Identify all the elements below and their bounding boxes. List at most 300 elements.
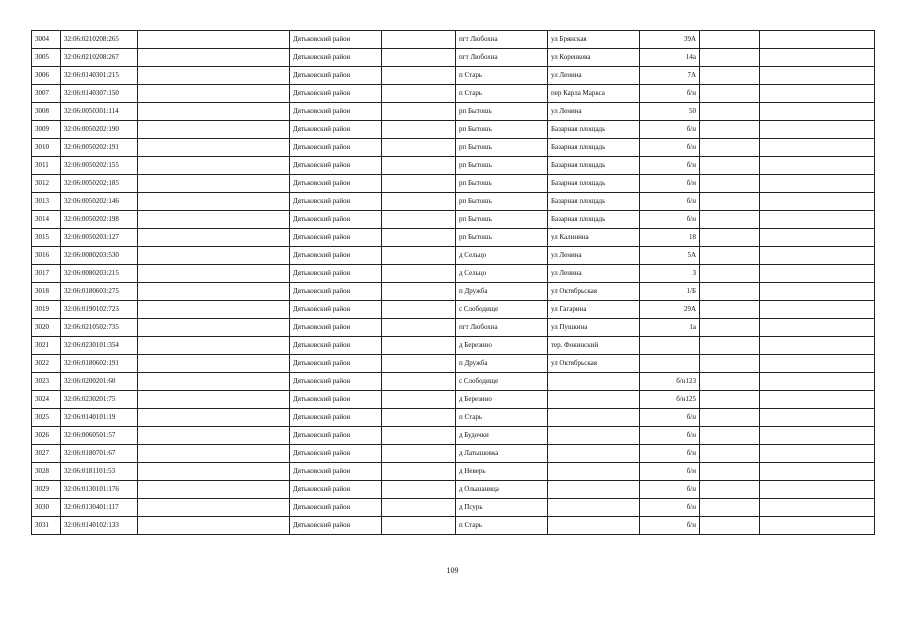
empty-cell xyxy=(760,247,875,265)
row-number-cell: 3026 xyxy=(32,427,61,445)
district-cell: Дятьковский район xyxy=(290,103,382,121)
empty-cell xyxy=(760,373,875,391)
empty-cell xyxy=(138,409,290,427)
street-cell: Базарная площадь xyxy=(548,211,640,229)
locality-cell: рп Бытошь xyxy=(456,175,548,193)
empty-cell xyxy=(700,85,760,103)
house-number-cell: б/н xyxy=(640,211,700,229)
street-cell: Базарная площадь xyxy=(548,139,640,157)
empty-cell xyxy=(700,211,760,229)
empty-cell xyxy=(760,445,875,463)
row-number-cell: 3030 xyxy=(32,499,61,517)
table-row xyxy=(32,139,875,157)
empty-cell xyxy=(138,319,290,337)
row-number-cell: 3014 xyxy=(32,211,61,229)
empty-cell xyxy=(700,517,760,535)
district-cell: Дятьковский район xyxy=(290,463,382,481)
locality-cell: пгт Любохна xyxy=(456,319,548,337)
empty-cell xyxy=(382,463,456,481)
district-cell: Дятьковский район xyxy=(290,283,382,301)
empty-cell xyxy=(700,247,760,265)
district-cell: Дятьковский район xyxy=(290,175,382,193)
empty-cell xyxy=(700,499,760,517)
district-cell: Дятьковский район xyxy=(290,49,382,67)
cadastral-number-cell: 32:06:0050301:114 xyxy=(61,103,138,121)
street-cell: ул Пушкина xyxy=(548,319,640,337)
empty-cell xyxy=(760,193,875,211)
row-number-cell: 3006 xyxy=(32,67,61,85)
row-number-cell: 3024 xyxy=(32,391,61,409)
table-row xyxy=(32,229,875,247)
cadastral-number-cell: 32:06:0210502:735 xyxy=(61,319,138,337)
cadastral-number-cell: 32:06:0130401:117 xyxy=(61,499,138,517)
locality-cell: пгт Любохна xyxy=(456,31,548,49)
empty-cell xyxy=(138,481,290,499)
empty-cell xyxy=(760,229,875,247)
empty-cell xyxy=(700,229,760,247)
empty-cell xyxy=(382,175,456,193)
house-number-cell: б/н xyxy=(640,481,700,499)
empty-cell xyxy=(382,49,456,67)
locality-cell: рп Бытошь xyxy=(456,229,548,247)
empty-cell xyxy=(760,427,875,445)
locality-cell: рп Бытошь xyxy=(456,121,548,139)
empty-cell xyxy=(700,121,760,139)
cadastral-number-cell: 32:06:0230101:354 xyxy=(61,337,138,355)
table-row xyxy=(32,31,875,49)
empty-cell xyxy=(760,409,875,427)
house-number-cell: б/н xyxy=(640,157,700,175)
row-number-cell: 3007 xyxy=(32,85,61,103)
row-number-cell: 3012 xyxy=(32,175,61,193)
empty-cell xyxy=(760,103,875,121)
cadastral-number-cell: 32:06:0050202:185 xyxy=(61,175,138,193)
table-row xyxy=(32,265,875,283)
empty-cell xyxy=(382,445,456,463)
house-number-cell: б/н125 xyxy=(640,391,700,409)
row-number-cell: 3031 xyxy=(32,517,61,535)
street-cell: тер. Фокинский xyxy=(548,337,640,355)
street-cell: ул Гагарина xyxy=(548,301,640,319)
table-row xyxy=(32,211,875,229)
house-number-cell: б/н123 xyxy=(640,373,700,391)
house-number-cell: б/н xyxy=(640,85,700,103)
empty-cell xyxy=(138,517,290,535)
table-row xyxy=(32,301,875,319)
district-cell: Дятьковский район xyxy=(290,211,382,229)
empty-cell xyxy=(700,157,760,175)
empty-cell xyxy=(138,211,290,229)
empty-cell xyxy=(700,103,760,121)
row-number-cell: 3027 xyxy=(32,445,61,463)
locality-cell: п Старь xyxy=(456,517,548,535)
locality-cell: рп Бытошь xyxy=(456,193,548,211)
table-row xyxy=(32,247,875,265)
empty-cell xyxy=(382,157,456,175)
house-number-cell xyxy=(640,337,700,355)
street-cell: пер Карла Маркса xyxy=(548,85,640,103)
empty-cell xyxy=(138,247,290,265)
locality-cell: д Сельцо xyxy=(456,247,548,265)
row-number-cell: 3013 xyxy=(32,193,61,211)
empty-cell xyxy=(138,31,290,49)
house-number-cell: 1а xyxy=(640,319,700,337)
empty-cell xyxy=(138,67,290,85)
table-row xyxy=(32,49,875,67)
cadastral-number-cell: 32:06:0140101:19 xyxy=(61,409,138,427)
empty-cell xyxy=(700,139,760,157)
empty-cell xyxy=(138,139,290,157)
empty-cell xyxy=(382,85,456,103)
district-cell: Дятьковский район xyxy=(290,193,382,211)
house-number-cell: 18 xyxy=(640,229,700,247)
district-cell: Дятьковский район xyxy=(290,31,382,49)
district-cell: Дятьковский район xyxy=(290,139,382,157)
row-number-cell: 3009 xyxy=(32,121,61,139)
empty-cell xyxy=(382,229,456,247)
empty-cell xyxy=(760,319,875,337)
empty-cell xyxy=(700,49,760,67)
street-cell xyxy=(548,481,640,499)
street-cell: Базарная площадь xyxy=(548,193,640,211)
row-number-cell: 3011 xyxy=(32,157,61,175)
street-cell xyxy=(548,517,640,535)
street-cell: ул Калинина xyxy=(548,229,640,247)
locality-cell: д Ольшаница xyxy=(456,481,548,499)
district-cell: Дятьковский район xyxy=(290,481,382,499)
empty-cell xyxy=(382,373,456,391)
empty-cell xyxy=(760,157,875,175)
table-row xyxy=(32,85,875,103)
street-cell: ул Брянская xyxy=(548,31,640,49)
house-number-cell: б/н xyxy=(640,463,700,481)
empty-cell xyxy=(760,121,875,139)
house-number-cell: б/н xyxy=(640,499,700,517)
table-row xyxy=(32,157,875,175)
street-cell xyxy=(548,409,640,427)
empty-cell xyxy=(700,175,760,193)
cadastral-number-cell: 32:06:0050203:127 xyxy=(61,229,138,247)
table-row xyxy=(32,283,875,301)
empty-cell xyxy=(700,193,760,211)
empty-cell xyxy=(138,445,290,463)
cadastral-number-cell: 32:06:0060501:57 xyxy=(61,427,138,445)
cadastral-number-cell: 32:06:0190102:723 xyxy=(61,301,138,319)
locality-cell: рп Бытошь xyxy=(456,211,548,229)
district-cell: Дятьковский район xyxy=(290,391,382,409)
empty-cell xyxy=(700,391,760,409)
empty-cell xyxy=(138,499,290,517)
table-row xyxy=(32,121,875,139)
house-number-cell: б/н xyxy=(640,175,700,193)
house-number-cell: 50 xyxy=(640,103,700,121)
locality-cell: д Будочки xyxy=(456,427,548,445)
cadastral-number-cell: 32:06:0210208:267 xyxy=(61,49,138,67)
empty-cell xyxy=(382,139,456,157)
empty-cell xyxy=(138,121,290,139)
row-number-cell: 3025 xyxy=(32,409,61,427)
empty-cell xyxy=(760,481,875,499)
empty-cell xyxy=(760,391,875,409)
cadastral-number-cell: 32:06:0210208:265 xyxy=(61,31,138,49)
empty-cell xyxy=(138,301,290,319)
table-row xyxy=(32,103,875,121)
house-number-cell xyxy=(640,355,700,373)
empty-cell xyxy=(382,193,456,211)
cadastral-number-cell: 32:06:0080203:215 xyxy=(61,265,138,283)
district-cell: Дятьковский район xyxy=(290,319,382,337)
street-cell: ул Октябрьская xyxy=(548,355,640,373)
row-number-cell: 3018 xyxy=(32,283,61,301)
house-number-cell: б/н xyxy=(640,517,700,535)
street-cell xyxy=(548,373,640,391)
empty-cell xyxy=(700,481,760,499)
cadastral-number-cell: 32:06:0050202:190 xyxy=(61,121,138,139)
street-cell xyxy=(548,391,640,409)
table-row xyxy=(32,499,875,517)
table-row xyxy=(32,445,875,463)
locality-cell: п Старь xyxy=(456,85,548,103)
house-number-cell: 3 xyxy=(640,265,700,283)
house-number-cell: б/н xyxy=(640,121,700,139)
cadastral-number-cell: 32:06:0130101:176 xyxy=(61,481,138,499)
empty-cell xyxy=(700,409,760,427)
empty-cell xyxy=(382,301,456,319)
empty-cell xyxy=(760,85,875,103)
empty-cell xyxy=(382,211,456,229)
cadastral-number-cell: 32:06:0050202:198 xyxy=(61,211,138,229)
cadastral-number-cell: 32:06:0050202:191 xyxy=(61,139,138,157)
empty-cell xyxy=(138,283,290,301)
table-row xyxy=(32,391,875,409)
empty-cell xyxy=(382,121,456,139)
row-number-cell: 3004 xyxy=(32,31,61,49)
empty-cell xyxy=(760,283,875,301)
empty-cell xyxy=(382,499,456,517)
empty-cell xyxy=(760,49,875,67)
empty-cell xyxy=(760,337,875,355)
house-number-cell: б/н xyxy=(640,445,700,463)
cadastral-number-cell: 32:06:0180602:191 xyxy=(61,355,138,373)
row-number-cell: 3017 xyxy=(32,265,61,283)
locality-cell: д Псурь xyxy=(456,499,548,517)
house-number-cell: б/н xyxy=(640,427,700,445)
empty-cell xyxy=(382,247,456,265)
district-cell: Дятьковский район xyxy=(290,157,382,175)
table-row xyxy=(32,409,875,427)
house-number-cell: 5А xyxy=(640,247,700,265)
locality-cell: с Слободище xyxy=(456,373,548,391)
district-cell: Дятьковский район xyxy=(290,85,382,103)
locality-cell: д Сельцо xyxy=(456,265,548,283)
district-cell: Дятьковский район xyxy=(290,445,382,463)
district-cell: Дятьковский район xyxy=(290,337,382,355)
empty-cell xyxy=(700,265,760,283)
empty-cell xyxy=(700,463,760,481)
table-row xyxy=(32,319,875,337)
row-number-cell: 3010 xyxy=(32,139,61,157)
cadastral-number-cell: 32:06:0080203:530 xyxy=(61,247,138,265)
district-cell: Дятьковский район xyxy=(290,121,382,139)
table-row xyxy=(32,427,875,445)
empty-cell xyxy=(760,517,875,535)
district-cell: Дятьковский район xyxy=(290,517,382,535)
empty-cell xyxy=(760,67,875,85)
district-cell: Дятьковский район xyxy=(290,499,382,517)
locality-cell: д Неверь xyxy=(456,463,548,481)
street-cell xyxy=(548,463,640,481)
district-cell: Дятьковский район xyxy=(290,265,382,283)
cadastral-number-cell: 32:06:0140301:215 xyxy=(61,67,138,85)
row-number-cell: 3019 xyxy=(32,301,61,319)
empty-cell xyxy=(382,265,456,283)
empty-cell xyxy=(760,463,875,481)
district-cell: Дятьковский район xyxy=(290,301,382,319)
empty-cell xyxy=(382,355,456,373)
locality-cell: рп Бытошь xyxy=(456,103,548,121)
house-number-cell: б/н xyxy=(640,193,700,211)
empty-cell xyxy=(700,355,760,373)
house-number-cell: 7А xyxy=(640,67,700,85)
empty-cell xyxy=(760,265,875,283)
empty-cell xyxy=(382,481,456,499)
locality-cell: рп Бытошь xyxy=(456,139,548,157)
locality-cell: д Березино xyxy=(456,337,548,355)
empty-cell xyxy=(382,427,456,445)
empty-cell xyxy=(700,301,760,319)
empty-cell xyxy=(138,85,290,103)
table-row xyxy=(32,481,875,499)
empty-cell xyxy=(382,31,456,49)
empty-cell xyxy=(700,319,760,337)
street-cell: ул Ленина xyxy=(548,67,640,85)
table-row xyxy=(32,517,875,535)
street-cell xyxy=(548,445,640,463)
row-number-cell: 3029 xyxy=(32,481,61,499)
street-cell xyxy=(548,427,640,445)
locality-cell: п Старь xyxy=(456,67,548,85)
empty-cell xyxy=(382,67,456,85)
locality-cell: п Старь xyxy=(456,409,548,427)
empty-cell xyxy=(760,31,875,49)
empty-cell xyxy=(700,283,760,301)
row-number-cell: 3028 xyxy=(32,463,61,481)
district-cell: Дятьковский район xyxy=(290,355,382,373)
cadastral-number-cell: 32:06:0050202:146 xyxy=(61,193,138,211)
house-number-cell: 39А xyxy=(640,31,700,49)
empty-cell xyxy=(760,175,875,193)
empty-cell xyxy=(760,499,875,517)
cadastral-number-cell: 32:06:0200201:60 xyxy=(61,373,138,391)
empty-cell xyxy=(760,355,875,373)
locality-cell: д Латышовка xyxy=(456,445,548,463)
empty-cell xyxy=(138,49,290,67)
cadastral-number-cell: 32:06:0050202:155 xyxy=(61,157,138,175)
district-cell: Дятьковский район xyxy=(290,247,382,265)
street-cell: ул Ленина xyxy=(548,247,640,265)
street-cell: ул Ленина xyxy=(548,265,640,283)
empty-cell xyxy=(700,31,760,49)
locality-cell: п Дружба xyxy=(456,355,548,373)
table-row xyxy=(32,193,875,211)
cadastral-number-cell: 32:06:0230201:75 xyxy=(61,391,138,409)
row-number-cell: 3020 xyxy=(32,319,61,337)
table-row xyxy=(32,463,875,481)
locality-cell: п Дружба xyxy=(456,283,548,301)
empty-cell xyxy=(700,67,760,85)
street-cell: ул Коренкова xyxy=(548,49,640,67)
house-number-cell: 14а xyxy=(640,49,700,67)
empty-cell xyxy=(760,211,875,229)
empty-cell xyxy=(138,265,290,283)
street-cell xyxy=(548,499,640,517)
page-number: 109 xyxy=(446,566,459,575)
house-number-cell: б/н xyxy=(640,139,700,157)
street-cell: Базарная площадь xyxy=(548,175,640,193)
row-number-cell: 3005 xyxy=(32,49,61,67)
empty-cell xyxy=(138,229,290,247)
table-row xyxy=(32,373,875,391)
empty-cell xyxy=(382,283,456,301)
district-cell: Дятьковский район xyxy=(290,427,382,445)
house-number-cell: б/н xyxy=(640,409,700,427)
cadastral-number-cell: 32:06:0140102:133 xyxy=(61,517,138,535)
empty-cell xyxy=(382,517,456,535)
empty-cell xyxy=(138,355,290,373)
empty-cell xyxy=(138,427,290,445)
row-number-cell: 3022 xyxy=(32,355,61,373)
street-cell: ул Ленина xyxy=(548,103,640,121)
empty-cell xyxy=(382,103,456,121)
table-row xyxy=(32,337,875,355)
row-number-cell: 3008 xyxy=(32,103,61,121)
empty-cell xyxy=(382,337,456,355)
register-table xyxy=(31,30,875,535)
district-cell: Дятьковский район xyxy=(290,373,382,391)
locality-cell: рп Бытошь xyxy=(456,157,548,175)
empty-cell xyxy=(760,139,875,157)
street-cell: ул Октябрьская xyxy=(548,283,640,301)
empty-cell xyxy=(138,373,290,391)
empty-cell xyxy=(700,373,760,391)
cadastral-number-cell: 32:06:0181101:53 xyxy=(61,463,138,481)
empty-cell xyxy=(382,391,456,409)
district-cell: Дятьковский район xyxy=(290,67,382,85)
district-cell: Дятьковский район xyxy=(290,229,382,247)
street-cell: Базарная площадь xyxy=(548,157,640,175)
table-row xyxy=(32,67,875,85)
empty-cell xyxy=(138,103,290,121)
table-row xyxy=(32,355,875,373)
empty-cell xyxy=(760,301,875,319)
empty-cell xyxy=(700,427,760,445)
empty-cell xyxy=(138,157,290,175)
district-cell: Дятьковский район xyxy=(290,409,382,427)
empty-cell xyxy=(138,463,290,481)
cadastral-number-cell: 32:06:0180603:275 xyxy=(61,283,138,301)
street-cell: Базарная площадь xyxy=(548,121,640,139)
row-number-cell: 3021 xyxy=(32,337,61,355)
cadastral-number-cell: 32:06:0180701:67 xyxy=(61,445,138,463)
empty-cell xyxy=(138,337,290,355)
table-row xyxy=(32,175,875,193)
empty-cell xyxy=(382,319,456,337)
cadastral-number-cell: 32:06:0140307:150 xyxy=(61,85,138,103)
empty-cell xyxy=(138,193,290,211)
empty-cell xyxy=(700,445,760,463)
empty-cell xyxy=(138,391,290,409)
house-number-cell: 29А xyxy=(640,301,700,319)
